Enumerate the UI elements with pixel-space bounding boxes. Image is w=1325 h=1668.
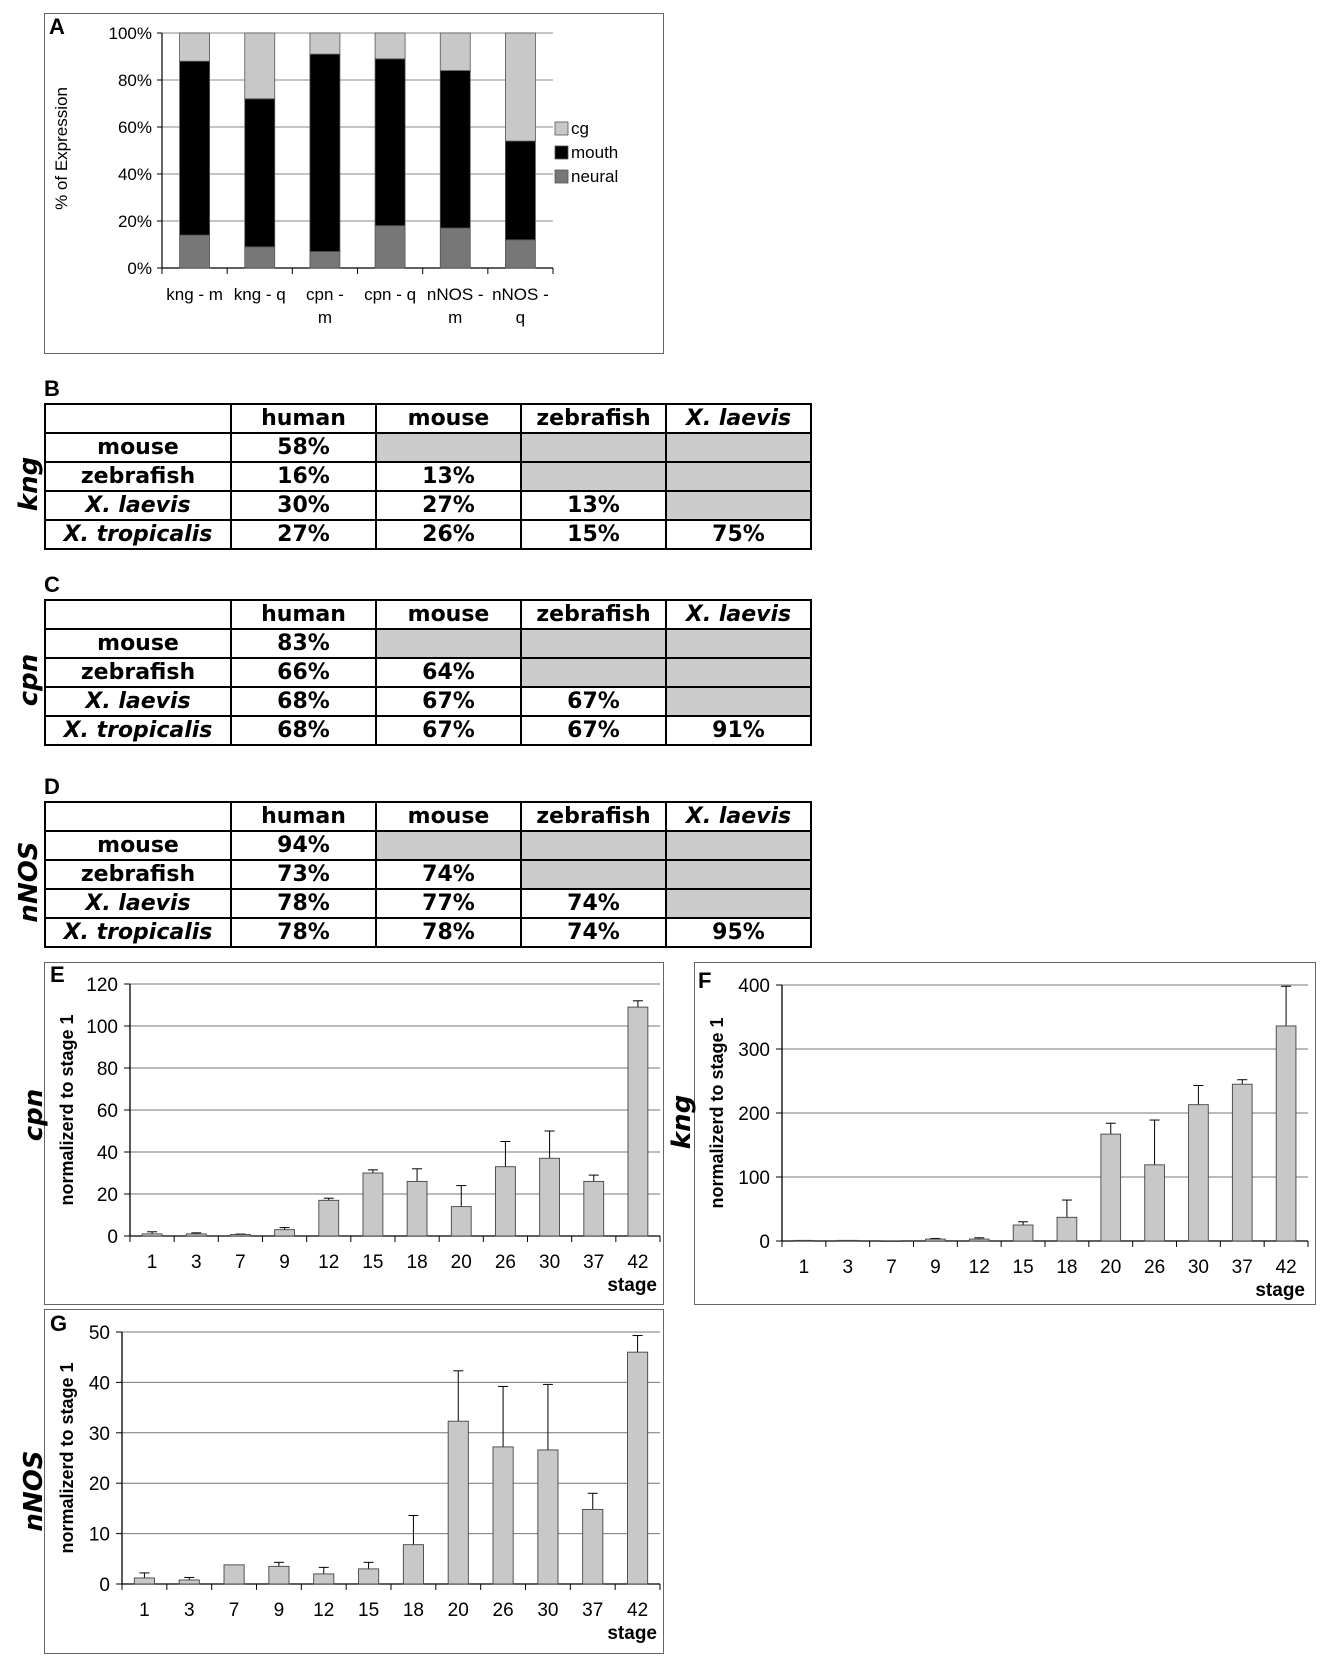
bar (583, 1509, 603, 1584)
x-tick-label: 7 (228, 1600, 240, 1621)
panel-letter-d: D (44, 774, 60, 799)
empty-cell (666, 831, 811, 860)
column-header: zebrafish (521, 802, 666, 831)
table-row (45, 520, 811, 549)
bar-segment-mouth (375, 59, 405, 226)
bar (319, 1200, 339, 1236)
x-category-label: kng - q (233, 285, 286, 304)
column-header: mouse (376, 404, 521, 433)
y-tick-label: 40 (88, 1373, 110, 1395)
x-tick-label: 20 (1100, 1257, 1122, 1278)
identity-cell: 13% (376, 462, 521, 491)
table-row (45, 433, 811, 462)
identity-cell: 66% (231, 658, 376, 687)
x-tick-label: 18 (406, 1252, 428, 1273)
empty-cell (521, 658, 666, 687)
column-header (45, 802, 231, 831)
bar-segment-mouth (505, 141, 535, 240)
y-tick-label: 10 (88, 1524, 110, 1546)
similarity-table-cpn (44, 599, 812, 746)
identity-cell: 67% (376, 687, 521, 716)
y-tick-label: 20% (117, 212, 152, 231)
bar (142, 1234, 162, 1236)
x-tick-label: 3 (842, 1257, 854, 1278)
identity-cell: 78% (376, 918, 521, 947)
table-row (45, 629, 811, 658)
identity-cell: 30% (231, 491, 376, 520)
y-tick-label: 400 (738, 976, 770, 997)
empty-cell (666, 433, 811, 462)
x-category-label: q (515, 308, 526, 327)
x-tick-label: 9 (930, 1257, 941, 1278)
column-header: X. laevis (666, 802, 811, 831)
x-tick-label: 7 (886, 1257, 897, 1278)
bar-chart-e (45, 963, 662, 1303)
bar (407, 1181, 427, 1236)
table-header-row (45, 802, 811, 831)
x-tick-label: 7 (235, 1252, 246, 1273)
y-tick-label: 0 (759, 1232, 770, 1253)
bar (1101, 1134, 1121, 1241)
identity-cell: 68% (231, 716, 376, 745)
row-header: X. tropicalis (45, 918, 231, 947)
y-tick-label: 300 (738, 1040, 770, 1061)
column-header: human (231, 802, 376, 831)
panel-letter-e: E (50, 962, 65, 987)
identity-cell: 74% (521, 889, 666, 918)
x-axis-label: stage (1255, 1280, 1305, 1301)
identity-cell: 27% (231, 520, 376, 549)
table-row (45, 716, 811, 745)
x-axis-label: stage (607, 1623, 657, 1644)
panel-letter-g: G (50, 1311, 68, 1336)
gene-label-e: cpn (19, 1088, 49, 1142)
bar (493, 1447, 513, 1584)
row-header: mouse (45, 831, 231, 860)
empty-cell (521, 433, 666, 462)
bar (1145, 1165, 1165, 1241)
gene-label-d: nNOS (14, 841, 44, 923)
x-tick-label: 9 (279, 1252, 290, 1273)
x-tick-label: 1 (146, 1252, 158, 1273)
empty-cell (666, 629, 811, 658)
similarity-table-nnos (44, 801, 812, 948)
bar (838, 1240, 858, 1241)
x-tick-label: 3 (190, 1252, 202, 1273)
row-header: mouse (45, 433, 231, 462)
gene-label-c: cpn (14, 653, 44, 707)
bar (230, 1235, 250, 1236)
bar (495, 1167, 515, 1236)
table-row (45, 462, 811, 491)
bar (540, 1158, 560, 1236)
bar-segment-mouth (440, 71, 470, 228)
x-category-label: nNOS - (426, 285, 484, 304)
bar-segment-cg (310, 33, 340, 54)
identity-cell: 94% (231, 831, 376, 860)
bar-segment-cg (245, 33, 275, 99)
identity-cell: 58% (231, 433, 376, 462)
identity-cell: 83% (231, 629, 376, 658)
bar-segment-neural (310, 252, 340, 268)
empty-cell (666, 889, 811, 918)
empty-cell (521, 860, 666, 889)
table-row (45, 918, 811, 947)
empty-cell (666, 860, 811, 889)
column-header: human (231, 600, 376, 629)
y-tick-label: 40% (117, 165, 152, 184)
row-header: zebrafish (45, 462, 231, 491)
bar (451, 1207, 471, 1236)
empty-cell (521, 462, 666, 491)
row-header: X. tropicalis (45, 716, 231, 745)
gene-label-g: nNOS (19, 1450, 49, 1532)
column-header (45, 404, 231, 433)
y-tick-label: 60% (117, 118, 152, 137)
bar (1189, 1105, 1209, 1241)
row-header: X. laevis (45, 687, 231, 716)
bar-segment-neural (375, 226, 405, 268)
bar (882, 1241, 902, 1242)
y-tick-label: 100 (738, 1168, 770, 1189)
identity-cell: 64% (376, 658, 521, 687)
x-category-label: m (317, 308, 333, 327)
y-axis-label: % of Expression (52, 87, 71, 210)
row-header: zebrafish (45, 658, 231, 687)
y-tick-label: 0 (107, 1227, 118, 1248)
row-header: X. laevis (45, 491, 231, 520)
empty-cell (666, 491, 811, 520)
y-tick-label: 50 (88, 1323, 110, 1344)
row-header: X. tropicalis (45, 520, 231, 549)
y-axis-label: normalizerd to stage 1 (57, 1362, 77, 1554)
x-category-label: cpn - q (364, 285, 417, 304)
y-tick-label: 40 (96, 1143, 118, 1164)
x-tick-label: 15 (362, 1252, 384, 1273)
bar-segment-mouth (245, 99, 275, 247)
empty-cell (666, 462, 811, 491)
identity-cell: 95% (666, 918, 811, 947)
bar (794, 1240, 814, 1241)
x-tick-label: 37 (1231, 1257, 1253, 1278)
identity-cell: 16% (231, 462, 376, 491)
panel-letter-c: C (44, 572, 60, 597)
bar-segment-neural (505, 240, 535, 268)
bar (403, 1545, 423, 1584)
x-tick-label: 20 (450, 1252, 472, 1273)
row-header: X. laevis (45, 889, 231, 918)
x-category-label: kng - m (166, 285, 223, 304)
panel-a (44, 13, 664, 354)
identity-cell: 67% (376, 716, 521, 745)
bar (275, 1230, 295, 1236)
x-tick-label: 9 (273, 1600, 285, 1621)
bar (358, 1569, 378, 1584)
panel-f (694, 962, 1316, 1305)
bar (186, 1234, 206, 1236)
identity-cell: 15% (521, 520, 666, 549)
empty-cell (666, 658, 811, 687)
x-tick-label: 18 (402, 1600, 424, 1621)
column-header: mouse (376, 802, 521, 831)
x-tick-label: 26 (494, 1252, 516, 1273)
bar (1232, 1084, 1252, 1241)
y-tick-label: 0% (127, 259, 152, 278)
x-tick-label: 18 (1056, 1257, 1078, 1278)
bar (314, 1574, 334, 1584)
bar-segment-mouth (180, 61, 210, 235)
x-tick-label: 15 (358, 1600, 380, 1621)
identity-cell: 27% (376, 491, 521, 520)
x-tick-label: 30 (1187, 1257, 1209, 1278)
identity-cell: 73% (231, 860, 376, 889)
bar (1276, 1026, 1296, 1241)
row-header: mouse (45, 629, 231, 658)
legend-swatch-cg (555, 122, 568, 135)
bar (627, 1352, 647, 1584)
bar-segment-cg (440, 33, 470, 71)
identity-cell: 74% (376, 860, 521, 889)
x-tick-label: 26 (492, 1600, 514, 1621)
bar (134, 1578, 154, 1584)
bar (1057, 1217, 1077, 1241)
identity-cell: 77% (376, 889, 521, 918)
identity-cell: 75% (666, 520, 811, 549)
x-tick-label: 12 (318, 1252, 340, 1273)
bar (1013, 1225, 1033, 1241)
bar (448, 1421, 468, 1584)
bar (224, 1565, 244, 1584)
x-tick-label: 15 (1012, 1257, 1034, 1278)
x-tick-label: 30 (539, 1252, 561, 1273)
bar-segment-cg (505, 33, 535, 141)
row-header: zebrafish (45, 860, 231, 889)
y-tick-label: 100% (108, 24, 152, 43)
column-header: zebrafish (521, 404, 666, 433)
bar (363, 1173, 383, 1236)
x-tick-label: 42 (1275, 1257, 1297, 1278)
x-axis-label: stage (607, 1275, 657, 1296)
bar-segment-neural (245, 247, 275, 268)
y-tick-label: 30 (88, 1423, 110, 1445)
table-row (45, 658, 811, 687)
table-header-row (45, 404, 811, 433)
table-row (45, 860, 811, 889)
table-row (45, 687, 811, 716)
y-tick-label: 80 (96, 1059, 118, 1080)
x-tick-label: 26 (1144, 1257, 1166, 1278)
empty-cell (376, 629, 521, 658)
empty-cell (376, 433, 521, 462)
table-row (45, 491, 811, 520)
bar-segment-neural (180, 235, 210, 268)
column-header: mouse (376, 600, 521, 629)
panel-letter-f: F (698, 968, 712, 993)
x-tick-label: 3 (183, 1600, 195, 1621)
x-tick-label: 37 (583, 1252, 605, 1273)
legend-label-mouth: mouth (571, 143, 619, 162)
y-axis-label: normalizerd to stage 1 (57, 1014, 77, 1206)
y-tick-label: 100 (86, 1017, 118, 1038)
column-header: X. laevis (666, 404, 811, 433)
bar-chart-f (695, 963, 1314, 1303)
table-row (45, 831, 811, 860)
x-category-label: cpn - (306, 285, 344, 304)
x-tick-label: 12 (968, 1257, 990, 1278)
empty-cell (521, 629, 666, 658)
panel-letter-b: B (44, 376, 60, 401)
table-row (45, 889, 811, 918)
bar (584, 1181, 604, 1236)
gene-label-b: kng (14, 456, 44, 512)
bar (628, 1007, 648, 1236)
y-tick-label: 200 (738, 1104, 770, 1125)
y-axis-label: normalizerd to stage 1 (707, 1017, 727, 1209)
column-header: X. laevis (666, 600, 811, 629)
x-tick-label: 12 (313, 1600, 335, 1621)
identity-cell: 13% (521, 491, 666, 520)
x-category-label: m (448, 308, 463, 327)
x-tick-label: 37 (582, 1600, 604, 1621)
identity-cell: 26% (376, 520, 521, 549)
y-tick-label: 0 (99, 1575, 110, 1596)
identity-cell: 78% (231, 889, 376, 918)
x-tick-label: 20 (447, 1600, 469, 1621)
identity-cell: 78% (231, 918, 376, 947)
x-tick-label: 42 (627, 1252, 649, 1273)
bar-segment-neural (440, 228, 470, 268)
bar-segment-cg (180, 33, 210, 61)
legend-label-neural: neural (571, 167, 619, 186)
x-tick-label: 30 (537, 1600, 559, 1621)
x-tick-label: 1 (139, 1600, 150, 1621)
bar-segment-mouth (310, 54, 340, 251)
bar (538, 1450, 558, 1584)
bar-segment-cg (375, 33, 405, 59)
column-header: human (231, 404, 376, 433)
identity-cell: 68% (231, 687, 376, 716)
y-tick-label: 60 (96, 1101, 118, 1122)
identity-cell: 91% (666, 716, 811, 745)
column-header (45, 600, 231, 629)
empty-cell (666, 687, 811, 716)
stacked-bar-chart-a (45, 14, 662, 352)
identity-cell: 74% (521, 918, 666, 947)
bar (179, 1580, 199, 1584)
gene-label-f: kng (667, 1094, 697, 1150)
legend-swatch-mouth (555, 146, 568, 159)
empty-cell (376, 831, 521, 860)
x-category-label: nNOS - (492, 285, 549, 304)
panel-g (44, 1309, 664, 1654)
y-tick-label: 20 (88, 1474, 110, 1496)
y-tick-label: 20 (96, 1185, 118, 1206)
panel-e (44, 962, 664, 1305)
bar (969, 1239, 989, 1241)
x-tick-label: 1 (798, 1257, 810, 1278)
y-tick-label: 120 (86, 975, 118, 996)
bar (269, 1566, 289, 1584)
legend-swatch-neural (555, 170, 568, 183)
empty-cell (521, 831, 666, 860)
bar (926, 1239, 946, 1241)
y-tick-label: 80% (117, 71, 152, 90)
table-header-row (45, 600, 811, 629)
identity-cell: 67% (521, 716, 666, 745)
column-header: zebrafish (521, 600, 666, 629)
identity-cell: 67% (521, 687, 666, 716)
x-tick-label: 42 (627, 1600, 649, 1621)
bar-chart-g (45, 1310, 662, 1652)
panel-letter-a: A (49, 14, 65, 39)
legend-label-cg: cg (571, 119, 589, 138)
similarity-table-kng (44, 403, 812, 550)
